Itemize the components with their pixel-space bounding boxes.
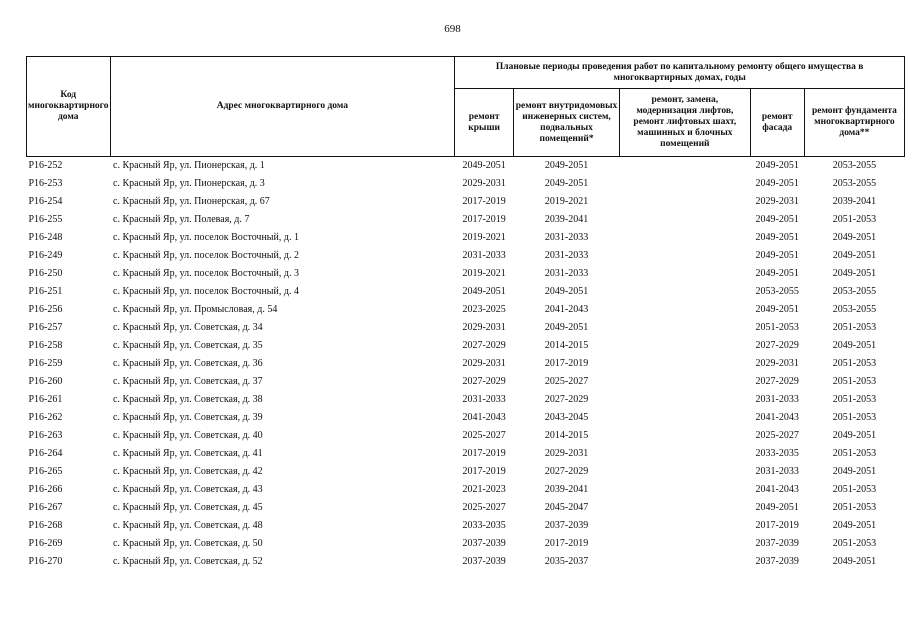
cell-foundation: 2051-2053 (832, 448, 877, 459)
cell-address: с. Красный Яр, ул. Советская, д. 38 (113, 394, 263, 405)
cell-address: с. Красный Яр, ул. Советская, д. 50 (113, 538, 263, 549)
table-row (27, 553, 905, 571)
table-row (27, 193, 905, 211)
table-row (27, 211, 905, 229)
cell-facade: 2053-2055 (755, 286, 799, 297)
cell-facade: 2049-2051 (755, 304, 799, 315)
cell-address: с. Красный Яр, ул. Советская, д. 36 (113, 358, 263, 369)
cell-address: с. Красный Яр, ул. поселок Восточный, д. 3 (113, 268, 299, 279)
cell-facade: 2017-2019 (755, 520, 799, 531)
table-row (27, 247, 905, 265)
cell-roof: 2037-2039 (462, 556, 506, 567)
cell-address: с. Красный Яр, ул. Советская, д. 37 (113, 376, 263, 387)
cell-elevators (620, 481, 751, 499)
cell-code: P16-259 (28, 358, 63, 369)
cell-systems: 2031-2033 (544, 232, 589, 243)
cell-roof: 2031-2033 (462, 394, 506, 405)
cell-elevators (620, 427, 751, 445)
cell-foundation: 2051-2053 (832, 502, 877, 513)
cell-address: с. Красный Яр, ул. Советская, д. 48 (113, 520, 263, 531)
cell-roof: 2027-2029 (462, 376, 506, 387)
cell-systems: 2049-2051 (544, 286, 589, 297)
cell-foundation: 2051-2053 (832, 214, 877, 225)
cell-foundation: 2053-2055 (832, 286, 877, 297)
cell-systems: 2017-2019 (544, 358, 589, 369)
cell-systems: 2037-2039 (544, 520, 589, 531)
repair-schedule-table (26, 56, 905, 571)
cell-roof: 2017-2019 (462, 448, 506, 459)
cell-address: с. Красный Яр, ул. Советская, д. 40 (113, 430, 263, 441)
cell-facade: 2033-2035 (755, 448, 799, 459)
cell-elevators (620, 301, 751, 319)
cell-facade: 2029-2031 (755, 358, 799, 369)
cell-code: P16-268 (28, 520, 63, 531)
cell-roof: 2049-2051 (462, 286, 506, 297)
cell-roof: 2029-2031 (462, 322, 506, 333)
cell-systems: 2025-2027 (544, 376, 589, 387)
cell-systems: 2035-2037 (544, 556, 589, 567)
header-elevators: ремонт, замена, модернизация лифтов, ремонт лифтовых шахт, машинных и блочных помещений (620, 89, 751, 157)
cell-address: с. Красный Яр, ул. Промысловая, д. 54 (113, 304, 278, 315)
cell-code: P16-254 (28, 196, 63, 207)
table-row (27, 391, 905, 409)
cell-elevators (620, 391, 751, 409)
cell-facade: 2049-2051 (755, 214, 799, 225)
cell-elevators (620, 409, 751, 427)
cell-roof: 2027-2029 (462, 340, 506, 351)
cell-address: с. Красный Яр, ул. Советская, д. 52 (113, 556, 263, 567)
cell-facade: 2049-2051 (755, 268, 799, 279)
cell-roof: 2041-2043 (462, 412, 506, 423)
cell-code: P16-265 (28, 466, 63, 477)
cell-foundation: 2049-2051 (832, 268, 877, 279)
cell-systems: 2049-2051 (513, 157, 619, 176)
cell-foundation: 2051-2053 (832, 538, 877, 549)
cell-code: P16-248 (28, 232, 63, 243)
table-row (27, 481, 905, 499)
cell-address: с. Красный Яр, ул. Полевая, д. 7 (113, 214, 250, 225)
cell-facade: 2049-2051 (755, 502, 799, 513)
cell-facade: 2041-2043 (755, 412, 799, 423)
cell-roof: 2019-2021 (462, 232, 506, 243)
cell-systems: 2039-2041 (544, 484, 589, 495)
cell-elevators (620, 157, 751, 176)
cell-systems: 2039-2041 (544, 214, 589, 225)
cell-roof: 2029-2031 (462, 178, 506, 189)
cell-foundation: 2051-2053 (832, 322, 877, 333)
cell-systems: 2031-2033 (544, 268, 589, 279)
cell-systems: 2014-2015 (544, 340, 589, 351)
header-roof: ремонт крыши (455, 89, 514, 157)
table-row (27, 301, 905, 319)
cell-facade: 2037-2039 (755, 556, 799, 567)
cell-roof: 2037-2039 (462, 538, 506, 549)
table-row (27, 355, 905, 373)
table-row (27, 427, 905, 445)
cell-roof: 2017-2019 (462, 196, 506, 207)
cell-facade: 2041-2043 (755, 484, 799, 495)
cell-roof: 2017-2019 (462, 466, 506, 477)
cell-address: с. Красный Яр, ул. Советская, д. 45 (113, 502, 263, 513)
cell-code: P16-266 (28, 484, 63, 495)
cell-elevators (620, 553, 751, 571)
cell-address: с. Красный Яр, ул. Советская, д. 34 (113, 322, 263, 333)
cell-systems: 2029-2031 (544, 448, 589, 459)
cell-address: с. Красный Яр, ул. Советская, д. 42 (113, 466, 263, 477)
table-row (27, 373, 905, 391)
cell-address: с. Красный Яр, ул. Советская, д. 43 (113, 484, 263, 495)
cell-foundation: 2039-2041 (832, 196, 877, 207)
cell-address: с. Красный Яр, ул. Советская, д. 39 (113, 412, 263, 423)
table-row (27, 283, 905, 301)
cell-elevators (620, 247, 751, 265)
cell-elevators (620, 355, 751, 373)
cell-roof: 2025-2027 (462, 430, 506, 441)
cell-address: с. Красный Яр, ул. Пионерская, д. 3 (113, 178, 265, 189)
cell-facade: 2027-2029 (755, 340, 799, 351)
cell-foundation: 2049-2051 (832, 556, 877, 567)
cell-code: P16-252 (27, 157, 111, 176)
cell-foundation: 2049-2051 (832, 340, 877, 351)
cell-code: P16-270 (28, 556, 63, 567)
cell-systems: 2019-2021 (544, 196, 589, 207)
cell-foundation: 2049-2051 (832, 466, 877, 477)
table-body (27, 157, 905, 572)
cell-foundation: 2053-2055 (804, 157, 904, 176)
cell-elevators (620, 337, 751, 355)
cell-address: с. Красный Яр, ул. поселок Восточный, д. 1 (113, 232, 299, 243)
cell-elevators (620, 499, 751, 517)
cell-elevators (620, 211, 751, 229)
cell-facade: 2049-2051 (755, 250, 799, 261)
cell-roof: 2031-2033 (462, 250, 506, 261)
cell-foundation: 2049-2051 (832, 520, 877, 531)
table-row (27, 445, 905, 463)
cell-facade: 2029-2031 (755, 196, 799, 207)
cell-systems: 2043-2045 (544, 412, 589, 423)
cell-elevators (620, 535, 751, 553)
cell-code: P16-261 (28, 394, 63, 405)
cell-elevators (620, 265, 751, 283)
cell-systems: 2017-2019 (544, 538, 589, 549)
table-row (27, 535, 905, 553)
cell-address: с. Красный Яр, ул. поселок Восточный, д. 2 (113, 250, 299, 261)
table-row (27, 229, 905, 247)
cell-code: P16-250 (28, 268, 63, 279)
cell-elevators (620, 445, 751, 463)
cell-facade: 2031-2033 (755, 394, 799, 405)
cell-roof: 2021-2023 (462, 484, 506, 495)
cell-facade: 2049-2051 (755, 232, 799, 243)
table-row (27, 463, 905, 481)
page-number: 698 (444, 23, 461, 35)
cell-foundation: 2049-2051 (832, 232, 877, 243)
cell-code: P16-258 (28, 340, 63, 351)
cell-elevators (620, 175, 751, 193)
cell-elevators (620, 319, 751, 337)
header-facade: ремонт фасада (750, 89, 804, 157)
cell-elevators (620, 463, 751, 481)
cell-code: P16-269 (28, 538, 63, 549)
cell-foundation: 2053-2055 (832, 178, 877, 189)
cell-code: P16-257 (28, 322, 63, 333)
header-address: Адрес многоквартирного дома (110, 57, 455, 157)
cell-systems: 2049-2051 (544, 178, 589, 189)
cell-facade: 2027-2029 (755, 376, 799, 387)
cell-elevators (620, 373, 751, 391)
cell-systems: 2027-2029 (544, 466, 589, 477)
cell-elevators (620, 229, 751, 247)
cell-foundation: 2049-2051 (832, 430, 877, 441)
header-code: Код многоквартирного дома (27, 57, 111, 157)
cell-code: P16-251 (28, 286, 63, 297)
cell-roof: 2049-2051 (455, 157, 514, 176)
cell-address: с. Красный Яр, ул. Советская, д. 35 (113, 340, 263, 351)
cell-foundation: 2051-2053 (832, 376, 877, 387)
header-periods-title: Плановые периоды проведения работ по капитальному ремонту общего имущества в многоквартирных домах, годы (455, 57, 905, 89)
cell-roof: 2025-2027 (462, 502, 506, 513)
cell-roof: 2019-2021 (462, 268, 506, 279)
cell-elevators (620, 283, 751, 301)
table-row (27, 319, 905, 337)
table-row (27, 499, 905, 517)
cell-code: P16-267 (28, 502, 63, 513)
cell-systems: 2041-2043 (544, 304, 589, 315)
table-row (27, 409, 905, 427)
cell-address: с. Красный Яр, ул. Пионерская, д. 1 (110, 157, 455, 176)
cell-code: P16-260 (28, 376, 63, 387)
cell-code: P16-263 (28, 430, 63, 441)
cell-systems: 2049-2051 (544, 322, 589, 333)
cell-address: с. Красный Яр, ул. поселок Восточный, д. 4 (113, 286, 299, 297)
cell-systems: 2045-2047 (544, 502, 589, 513)
cell-facade: 2025-2027 (755, 430, 799, 441)
cell-roof: 2029-2031 (462, 358, 506, 369)
cell-code: P16-253 (28, 178, 63, 189)
cell-code: P16-256 (28, 304, 63, 315)
cell-facade: 2051-2053 (755, 322, 799, 333)
cell-code: P16-264 (28, 448, 63, 459)
cell-foundation: 2049-2051 (832, 250, 877, 261)
cell-systems: 2031-2033 (544, 250, 589, 261)
cell-foundation: 2053-2055 (832, 304, 877, 315)
cell-address: с. Красный Яр, ул. Пионерская, д. 67 (113, 196, 270, 207)
cell-facade: 2037-2039 (755, 538, 799, 549)
header-systems: ремонт внутридомовых инженерных систем, подвальных помещений* (513, 89, 619, 157)
header-foundation: ремонт фундамента многоквартирного дома** (804, 89, 904, 157)
cell-address: с. Красный Яр, ул. Советская, д. 41 (113, 448, 263, 459)
cell-roof: 2023-2025 (462, 304, 506, 315)
cell-roof: 2033-2035 (462, 520, 506, 531)
table-row (27, 265, 905, 283)
cell-foundation: 2051-2053 (832, 484, 877, 495)
cell-elevators (620, 517, 751, 535)
cell-code: P16-255 (28, 214, 63, 225)
cell-foundation: 2051-2053 (832, 358, 877, 369)
table-row (27, 157, 905, 176)
cell-roof: 2017-2019 (462, 214, 506, 225)
cell-systems: 2014-2015 (544, 430, 589, 441)
table-row (27, 175, 905, 193)
cell-facade: 2031-2033 (755, 466, 799, 477)
cell-foundation: 2051-2053 (832, 412, 877, 423)
cell-facade: 2049-2051 (755, 178, 799, 189)
table-row (27, 337, 905, 355)
cell-foundation: 2051-2053 (832, 394, 877, 405)
cell-systems: 2027-2029 (544, 394, 589, 405)
cell-code: P16-262 (28, 412, 63, 423)
cell-code: P16-249 (28, 250, 63, 261)
cell-facade: 2049-2051 (750, 157, 804, 176)
cell-elevators (620, 193, 751, 211)
table-row (27, 517, 905, 535)
